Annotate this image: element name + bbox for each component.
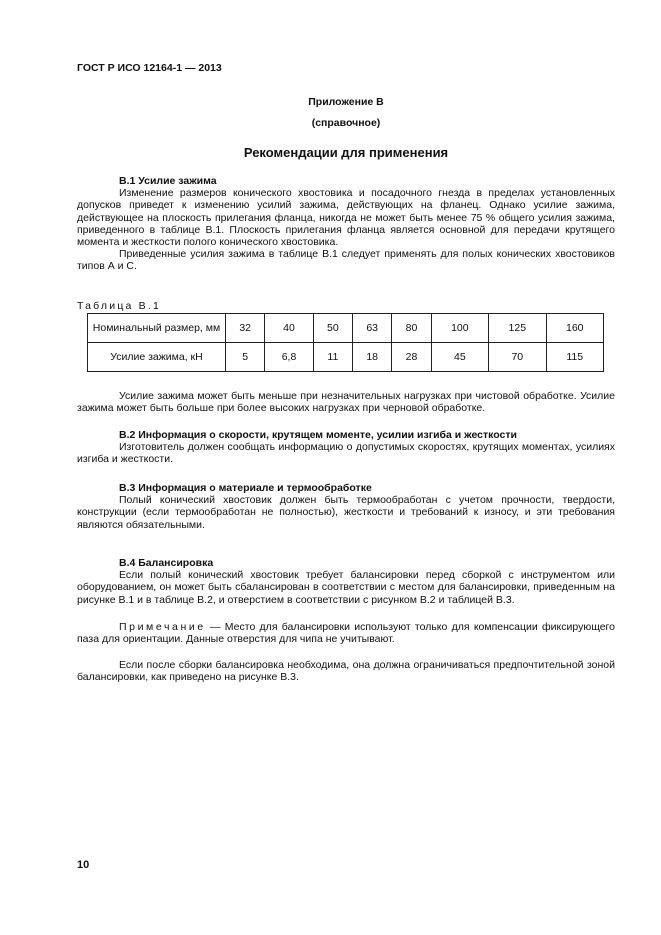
row-label: Усилие зажима, кН	[88, 343, 226, 372]
note-paragraph	[77, 621, 615, 645]
annex-type: (справочное)	[311, 117, 381, 129]
paragraph: Изменение размеров конического хвостовика и посадочного гнезда в пределах установленных допусков приведет к изменению усилий зажима, действующих на фланец. Однако усилие зажима, действующее на плоскость прилегания фланца, никогда не может быть менее 75 % общего усилия зажима, приведенного в таблице В.1. Плоскость прилегания фланца является основной для передачи крутящего момента и жесткости полого конического хвостовика.	[77, 187, 615, 249]
section-b1	[77, 175, 615, 273]
table-cell: 50	[313, 314, 352, 343]
note-label: Примечание	[119, 621, 206, 633]
table-cell: 70	[489, 343, 546, 372]
paragraph: Если полый конический хвостовик требует балансировки перед сборкой с инструментом или оборудованием, он может быть сбалансирован в соответствии с местом для балансировки, приведенным на рисунке В.1 и в таблице В.2, и отверстием в соответствии с рисунком В.2 и таблицей В.3.	[77, 569, 615, 606]
table-cell: 28	[392, 343, 431, 372]
table-cell: 5	[226, 343, 265, 372]
table-cell: 63	[353, 314, 392, 343]
table-row	[88, 343, 604, 372]
table-cell: 32	[226, 314, 265, 343]
table-cell: 11	[313, 343, 352, 372]
data-table	[87, 313, 604, 372]
note-text: — Место для балансировки используют только для компенсации фиксирующего паза для ориентации. Данные отверстия для чипа не учитывают.	[77, 621, 615, 646]
section-b2	[77, 429, 615, 466]
paragraph: Изготовитель должен сообщать информацию о допустимых скоростях, крутящих моментах, усилиях изгиба и жесткости.	[77, 441, 615, 466]
table-cell: 100	[431, 314, 488, 343]
table-cell: 160	[546, 314, 604, 343]
page-number: 10	[77, 859, 90, 871]
table-cell: 45	[431, 343, 488, 372]
table-cell: 125	[489, 314, 546, 343]
final-paragraph	[77, 659, 615, 683]
table-cell: 80	[392, 314, 431, 343]
paragraph: Приведенные усилия зажима в таблице В.1 следует применять для полых конических хвостовиков типов А и С.	[77, 248, 615, 273]
annex-title: Приложение В	[308, 96, 384, 108]
table-cell: 40	[265, 314, 313, 343]
after-table-text	[77, 390, 615, 414]
table-caption: Таблица В.1	[77, 300, 162, 312]
table-row	[88, 314, 604, 343]
section-heading: В.3 Информация о материале и термообработке	[119, 482, 372, 494]
section-heading: В.4 Балансировка	[119, 557, 214, 569]
paragraph: Усилие зажима может быть меньше при незначительных нагрузках при чистовой обработке. Усилие зажима может быть больше при более высоких нагрузках при черновой обработке.	[77, 390, 615, 415]
table-cell: 6,8	[265, 343, 313, 372]
page-title: Рекомендации для применения	[243, 145, 449, 160]
document-header: ГОСТ Р ИСО 12164-1 — 2013	[77, 62, 222, 74]
section-heading: В.2 Информация о скорости, крутящем моменте, усилии изгиба и жесткости	[119, 429, 517, 441]
table-cell: 115	[546, 343, 604, 372]
section-heading: В.1 Усилие зажима	[119, 175, 217, 187]
section-b4	[77, 557, 615, 606]
paragraph: Если после сборки балансировка необходима, она должна ограничиваться предпочтительной зоной балансировки, как приведено на рисунке В.3.	[77, 659, 615, 684]
note	[77, 621, 615, 645]
row-label: Номинальный размер, мм	[88, 314, 226, 343]
table-cell: 18	[353, 343, 392, 372]
section-b3	[77, 482, 615, 531]
paragraph: Полый конический хвостовик должен быть термообработан с учетом прочности, твердости, конструкции (если термообработан не полностью), жесткости и требований к износу, и эти требования являются обязательными.	[77, 494, 615, 531]
